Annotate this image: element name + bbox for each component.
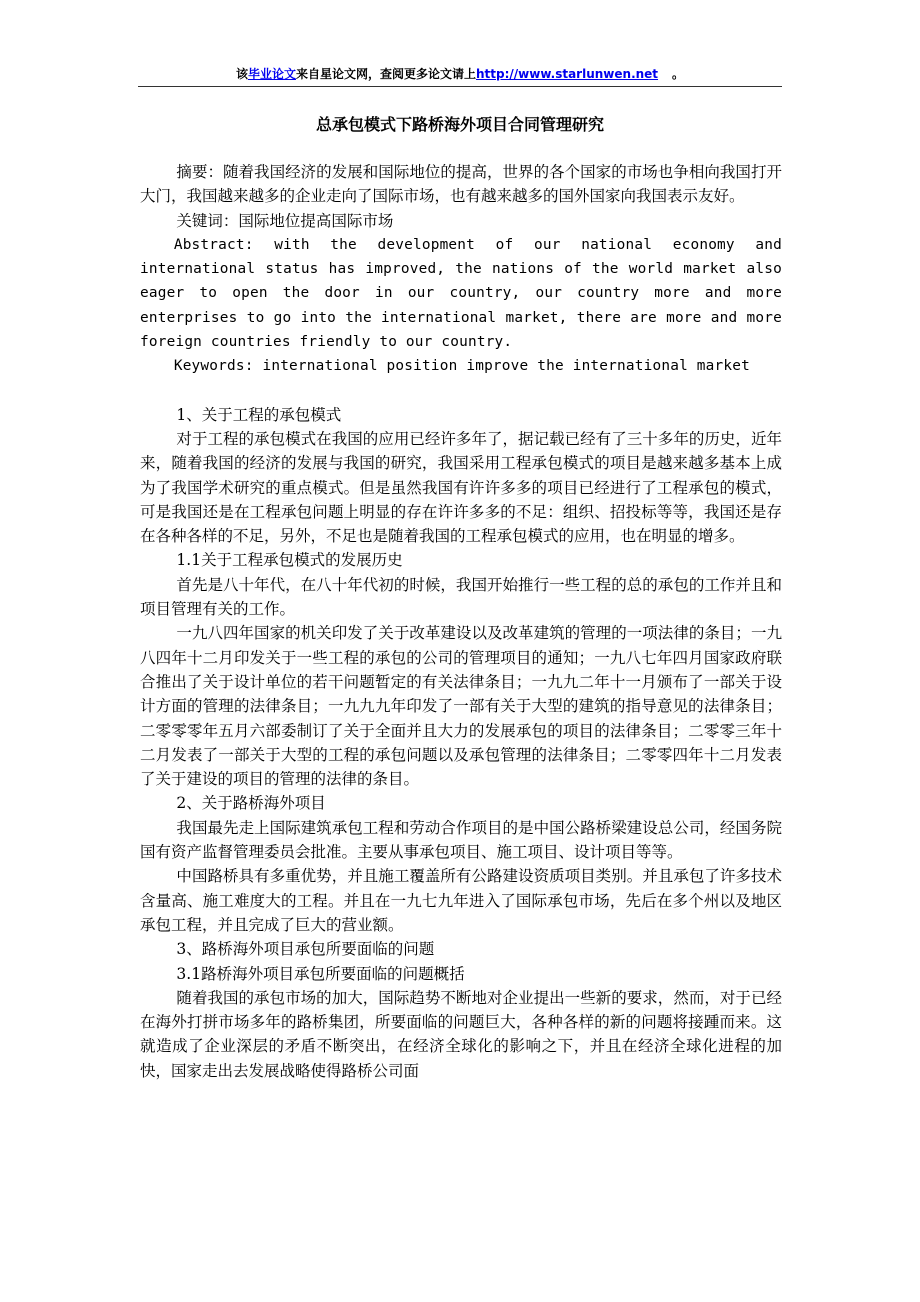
article-body [140,160,782,1083]
section-3-1-paragraph: 随着我国的承包市场的加大，国际趋势不断地对企业提出一些新的要求，然而，对于已经在海外打拼市场多年的路桥集团，所要面临的问题巨大，各种各样的新的问题将接踵而来。这就造成了企业深层的矛盾不断突出，在经济全球化的影响之下，并且在经济全球化进程的加快，国家走出去发展战略使得路桥公司面 [140,988,782,1080]
section-1-1-heading: 1.1关于工程承包模式的发展历史 [176,551,403,570]
section-1-heading: 1、关于工程的承包模式 [176,405,342,424]
header-prefix: 该 [235,67,248,81]
spacer [140,379,782,403]
header-mid-text: 来自星论文网，查阅更多论文请上 [295,67,476,81]
thesis-link[interactable]: 毕业论文 [247,67,296,81]
keywords-cn: 关键词：国际地位提高国际市场 [176,211,394,230]
site-url-link[interactable]: http://www.starlunwen.net [475,67,659,81]
section-2-paragraph-1: 我国最先走上国际建筑承包工程和劳动合作项目的是中国公路桥梁建设总公司，经国务院国有资产监督管理委员会批准。主要从事承包项目、施工项目、设计项目等等。 [140,818,782,862]
header-suffix: 。 [672,67,685,81]
page-header [138,64,782,84]
abstract-cn: 摘要：随着我国经济的发展和国际地位的提高，世界的各个国家的市场也争相向我国打开大门，我国越来越多的企业走向了国际市场，也有越来越多的国外国家向我国表示友好。 [140,163,782,206]
section-1-1-paragraph-2: 一九八四年国家的机关印发了关于改革建设以及改革建筑的管理的一项法律的条目；一九八四年十二月印发关于一些工程的承包的公司的管理项目的通知；一九八七年四月国家政府联合推出了关于设计单位的若干问题暂定的有关法律条目；一九九二年十一月颁布了一部关于设计方面的管理的法律条目；一九九九年印发了一部有关于大型的建筑的指导意见的法律条目；二零零零年五月六部委制订了关于全面并且大力的发展承包的项目的法律条目；二零零三年十二月发表了一部关于大型的工程的承包问题以及承包管理的法律条目；二零零四年十二月发表了关于建设的项目的管理的法律的条目。 [140,624,782,789]
section-3-heading: 3、路桥海外项目承包所要面临的问题 [176,940,435,959]
section-2-heading: 2、关于路桥海外项目 [176,794,326,813]
section-3-1-heading: 3.1路桥海外项目承包所要面临的问题概括 [176,964,465,983]
abstract-en: Abstract: with the development of our national economy and international status has improved, the nations of the world market also eager to open the door in our country, our country more and more enterprises to go into the international market, there are more and more foreign countries friendly to our country. [140,236,782,351]
section-2-paragraph-2: 中国路桥具有多重优势，并且施工覆盖所有公路建设资质项目类别。并且承包了许多技术含量高、施工难度大的工程。并且在一九七九年进入了国际承包市场，先后在多个州以及地区承包工程，并且完成了巨大的营业额。 [140,867,782,934]
header-divider [138,86,782,87]
section-1-1-paragraph-1: 首先是八十年代，在八十年代初的时候，我国开始推行一些工程的总的承包的工作并且和项目管理有关的工作。 [140,575,782,619]
page-title: 总承包模式下路桥海外项目合同管理研究 [315,115,604,134]
keywords-en: Keywords: international position improve the international market [173,358,750,375]
section-1-paragraph: 对于工程的承包模式在我国的应用已经许多年了，据记载已经有了三十多年的历史，近年来，随着我国的经济的发展与我国的研究，我国采用工程承包模式的项目是越来越多基本上成为了我国学术研究的重点模式。但是虽然我国有许许多多的项目已经进行了工程承包的模式，可是我国还是在工程承包问题上明显的存在许许多多的不足：组织、招投标等等，我国还是存在各种各样的不足，另外，不足也是随着我国的工程承包模式的应用，也在明显的增多。 [140,429,782,546]
